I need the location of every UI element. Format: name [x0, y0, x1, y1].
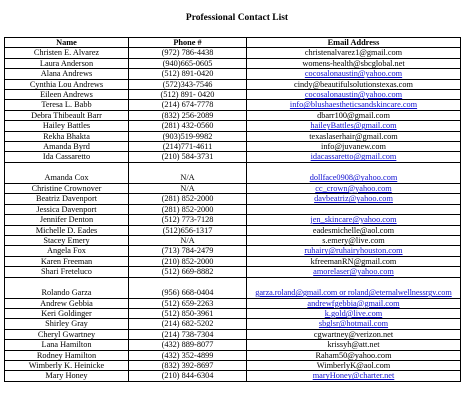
- contact-email-link[interactable]: garza.roland@gmail.com or roland@eternalwellnessrgv.com: [247, 277, 461, 298]
- contact-name: Ida Cassaretto: [5, 152, 129, 162]
- contact-phone: (214) 682-5202: [129, 319, 247, 329]
- contact-name: Teresa L. Babb: [5, 100, 129, 110]
- table-row: [5, 79, 461, 89]
- contact-name: Beatriz Davenport: [5, 194, 129, 204]
- contact-phone: (572)343-7546: [129, 79, 247, 89]
- contact-name: Alana Andrews: [5, 69, 129, 79]
- contact-email: WimberlyK@aol.com: [247, 360, 461, 370]
- contact-name: Shari Freteluco: [5, 267, 129, 277]
- contact-name: Cynthia Lou Andrews: [5, 79, 129, 89]
- table-row: [5, 100, 461, 110]
- contact-name: Jennifer Denton: [5, 215, 129, 225]
- contact-email: womens-health@sbcglobal.net: [247, 58, 461, 68]
- table-row: [5, 340, 461, 350]
- contact-name: Rolando Garza: [5, 277, 129, 298]
- contact-name: Karen Freeman: [5, 256, 129, 266]
- header-phone: Phone #: [129, 38, 247, 48]
- contact-email-link[interactable]: maryHoney@charter.net: [247, 371, 461, 381]
- contact-phone: (512) 850-3961: [129, 308, 247, 318]
- contact-phone: (956) 668-0404: [129, 277, 247, 298]
- contact-email: texaslaserhair@gmail.com: [247, 131, 461, 141]
- table-row: [5, 298, 461, 308]
- table-row: [5, 194, 461, 204]
- contact-phone: (214)771-4611: [129, 142, 247, 152]
- contact-email-link[interactable]: cocosalonaustin@yahoo.com: [247, 90, 461, 100]
- contact-email: dbarr100@gmail.com: [247, 110, 461, 120]
- contact-name: Amanda Byrd: [5, 142, 129, 152]
- table-row: [5, 121, 461, 131]
- table-row: [5, 267, 461, 277]
- contact-email: Raham50@yahoo.com: [247, 350, 461, 360]
- contact-email: cindy@beautifulsolutionstexas.com: [247, 79, 461, 89]
- header-email: Email Address: [247, 38, 461, 48]
- table-row: [5, 277, 461, 298]
- table-row: [5, 58, 461, 68]
- contact-email-link[interactable]: k.gold@live.com: [247, 308, 461, 318]
- header-name: Name: [5, 38, 129, 48]
- contact-phone: (281) 432-0560: [129, 121, 247, 131]
- contact-email: krissyh@att.net: [247, 340, 461, 350]
- contact-name: Christen E. Alvarez: [5, 48, 129, 58]
- table-row: [5, 246, 461, 256]
- contact-table: [4, 37, 461, 382]
- table-row: [5, 350, 461, 360]
- contact-name: Stacey Emery: [5, 235, 129, 245]
- table-row: [5, 360, 461, 370]
- document-title: Professional Contact List: [185, 13, 289, 23]
- contact-email: info@juvanew.com: [247, 142, 461, 152]
- contact-phone: (512)656-1317: [129, 225, 247, 235]
- contact-email-link[interactable]: amorelaser@yahoo.com: [247, 267, 461, 277]
- contact-name: Jessica Davenport: [5, 204, 129, 214]
- table-row: [5, 183, 461, 193]
- contact-name: Keri Goldinger: [5, 308, 129, 318]
- table-row: [5, 152, 461, 162]
- contact-email: cgwartney@verizon.net: [247, 329, 461, 339]
- contact-name: Mary Honey: [5, 371, 129, 381]
- table-row: [5, 329, 461, 339]
- contact-email: kfreemanRN@gmail.com: [247, 256, 461, 266]
- contact-name: Amanda Cox: [5, 162, 129, 183]
- contact-phone: (512) 891- 0420: [129, 90, 247, 100]
- table-row: [5, 256, 461, 266]
- table-row: [5, 142, 461, 152]
- contact-name: Eileen Andrews: [5, 90, 129, 100]
- contact-email: christenalvarez1@gmail.com: [247, 48, 461, 58]
- contact-name: Cheryl Gwartney: [5, 329, 129, 339]
- table-row: [5, 215, 461, 225]
- contact-email-link[interactable]: idacassaretto@gmail.com: [247, 152, 461, 162]
- contact-phone: (432) 889-8077: [129, 340, 247, 350]
- contact-name: Andrew Gebbia: [5, 298, 129, 308]
- contact-phone: (214) 738-7304: [129, 329, 247, 339]
- contact-phone: (903)519-9982: [129, 131, 247, 141]
- contact-phone: (281) 852-2000: [129, 194, 247, 204]
- table-header-row: [5, 38, 461, 48]
- contact-email-link[interactable]: davbeatriz@yahoo.com: [247, 194, 461, 204]
- contact-email-link[interactable]: cc_crown@yahoo.com: [247, 183, 461, 193]
- contact-phone: (832) 392-8697: [129, 360, 247, 370]
- table-row: [5, 204, 461, 214]
- contact-name: Laura Anderson: [5, 58, 129, 68]
- contact-phone: (512) 773-7128: [129, 215, 247, 225]
- table-row: [5, 90, 461, 100]
- contact-email: [247, 204, 461, 214]
- contact-phone: (512) 669-8882: [129, 267, 247, 277]
- contact-name: Lana Hamilton: [5, 340, 129, 350]
- contact-phone: (713) 784-2479: [129, 246, 247, 256]
- contact-name: Rekha Bhakta: [5, 131, 129, 141]
- contact-phone: (940)665-0605: [129, 58, 247, 68]
- contact-phone: N/A: [129, 235, 247, 245]
- table-row: [5, 162, 461, 183]
- table-row: [5, 319, 461, 329]
- contact-name: Debra Thibeault Barr: [5, 110, 129, 120]
- table-row: [5, 225, 461, 235]
- contact-phone: (972) 786-4438: [129, 48, 247, 58]
- contact-email-link[interactable]: dollface0908@yahoo.com: [247, 162, 461, 183]
- contact-email: s.emery@live.com: [247, 235, 461, 245]
- contact-name: Shirley Gray: [5, 319, 129, 329]
- table-row: [5, 69, 461, 79]
- contact-phone: (210) 852-2000: [129, 256, 247, 266]
- contact-email-link[interactable]: haileyBattles@gmail.com: [247, 121, 461, 131]
- contact-name: Wimberly K. Heinicke: [5, 360, 129, 370]
- contact-phone: (214) 674-7778: [129, 100, 247, 110]
- table-row: [5, 131, 461, 141]
- contact-phone: (512) 891-0420: [129, 69, 247, 79]
- contact-name: Christine Crownover: [5, 183, 129, 193]
- table-row: [5, 48, 461, 58]
- contact-email-link[interactable]: jen_skincare@yahoo.com: [247, 215, 461, 225]
- contact-email-link[interactable]: cocosalonaustin@yahoo.com: [247, 69, 461, 79]
- table-row: [5, 371, 461, 381]
- contact-email: eadesmichelle@aol.com: [247, 225, 461, 235]
- contact-phone: (210) 844-6304: [129, 371, 247, 381]
- contact-name: Rodney Hamilton: [5, 350, 129, 360]
- contact-phone: (210) 584-3731: [129, 152, 247, 162]
- contact-name: Angela Fox: [5, 246, 129, 256]
- table-row: [5, 110, 461, 120]
- contact-email-link[interactable]: sbglsr@hotmail.com: [247, 319, 461, 329]
- contact-email-link[interactable]: andrewfgebbia@gmail.com: [247, 298, 461, 308]
- contact-name: Hailey Battles: [5, 121, 129, 131]
- contact-name: Michelle D. Eades: [5, 225, 129, 235]
- contact-email-link[interactable]: ruhairy@ruhairyhouston.com: [247, 246, 461, 256]
- contact-phone: (832) 256-2089: [129, 110, 247, 120]
- contact-email-link[interactable]: info@blushaestheticsandskincare.com: [247, 100, 461, 110]
- contact-phone: (512) 659-2263: [129, 298, 247, 308]
- contact-phone: N/A: [129, 162, 247, 183]
- contact-phone: (432) 352-4899: [129, 350, 247, 360]
- contact-phone: (281) 852-2000: [129, 204, 247, 214]
- table-row: [5, 235, 461, 245]
- contact-phone: N/A: [129, 183, 247, 193]
- table-row: [5, 308, 461, 318]
